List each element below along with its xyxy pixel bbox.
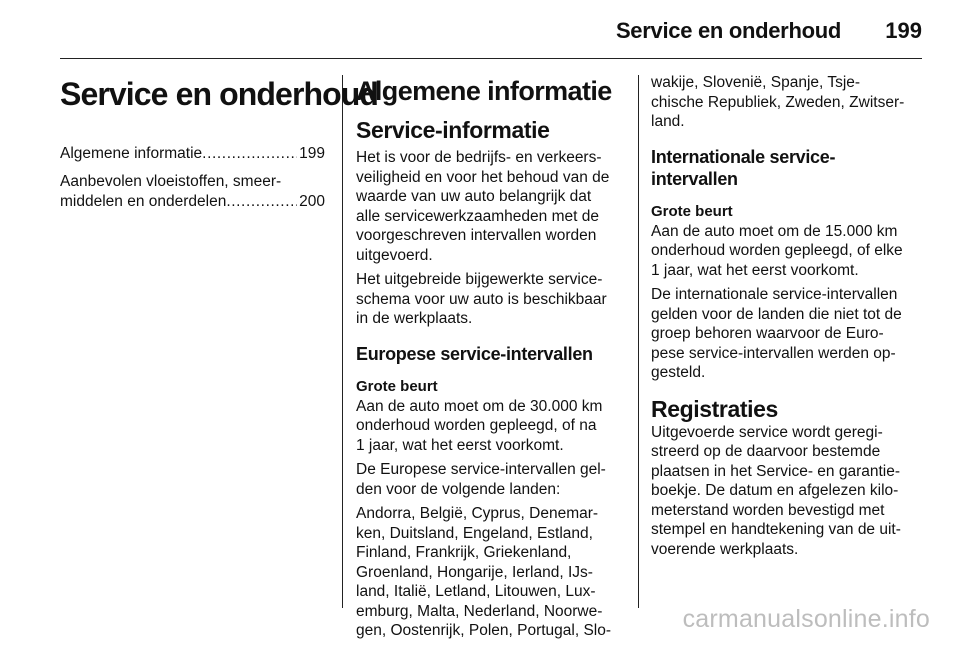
paragraph: De internationale service-intervallen gelden voor de landen die niet tot de groep behoren waarvoor de Euro- pese service-intervallen werden op- gesteld. [651,286,902,381]
paragraph: Aan de auto moet om de 15.000 km onderhoud worden gepleegd, of elke 1 jaar, wat het eerst voorkomt. [651,222,903,279]
toc-entry[interactable] [60,172,325,212]
chapter-title: Service en onderhoud [60,76,379,112]
continued-paragraph: wakije, Slovenië, Spanje, Tsje- chische Republiek, Zweden, Zwitser- land. [651,74,905,130]
toc-leader-dots [226,192,297,212]
grote-beurt-subheading: Grote beurt [356,377,438,395]
european-intervals-heading: Europese service-intervallen [356,343,593,364]
header-divider [60,58,922,59]
international-intervals-heading: Internationale service- intervallen [651,146,836,189]
toc-entry-page: 200 [299,193,325,210]
country-list-paragraph: Andorra, België, Cyprus, Denemar- ken, Duitsland, Engeland, Estland, Finland, Frankrijk, Griekenland, Groenland, Hongarije, Ierland, IJs- land, Italië, Letland, Litouwen, Lux- emburg, Malta, Nederland, Noorwe- gen, Oostenrijk, Polen, Portugal, Slo- [356,505,612,639]
toc-entry-label-line1: Aanbevolen vloeistoffen, smeer- [60,173,282,190]
running-header-title: Service en onderhoud [615,18,841,43]
paragraph: Het uitgebreide bijgewerkte service- schema voor uw auto is beschikbaar in de werkplaats. [356,271,607,327]
toc-entry[interactable] [60,144,325,164]
paragraph: Uitgevoerde service wordt geregi- streerd op de daarvoor bestemde plaatsen in het Service- en garantie- boekje. De datum en afgelezen kilo- meterstand worden bevestigd met stempel en handtekening van de uit- voerende werkplaats. [651,423,901,558]
toc-entry-label-line2: middelen en onderdelen [60,193,227,210]
paragraph: Aan de auto moet om de 30.000 km onderhoud worden gepleegd, of na 1 jaar, wat het eerst voorkomt. [356,397,603,454]
page-number: 199 [885,18,922,43]
paragraph: De Europese service-intervallen gel- den voor de volgende landen: [356,461,606,498]
toc-entry-label: Algemene informatie [60,145,203,162]
table-of-contents [60,144,325,212]
grote-beurt-subheading: Grote beurt [651,202,733,220]
toc-entry-page: 199 [299,145,325,162]
toc-leader-dots [202,144,297,164]
content-column-3 [651,73,923,564]
column-divider-2 [638,75,639,608]
registraties-heading: Registraties [651,395,778,422]
paragraph: Het is voor de bedrijfs- en verkeers- veiligheid en voor het behoud van de waarde van uw auto belangrijk dat alle servicewerkzaamheden met de voorgeschreven intervallen worden uitgevoerd. [356,149,610,264]
content-column-2 [356,70,626,646]
column-divider-1 [342,75,343,608]
service-info-heading: Service-informatie [356,117,550,143]
watermark: carmanualsonline.info [682,605,930,633]
chapter-column [60,70,379,220]
section-title: Algemene informatie [356,76,612,106]
